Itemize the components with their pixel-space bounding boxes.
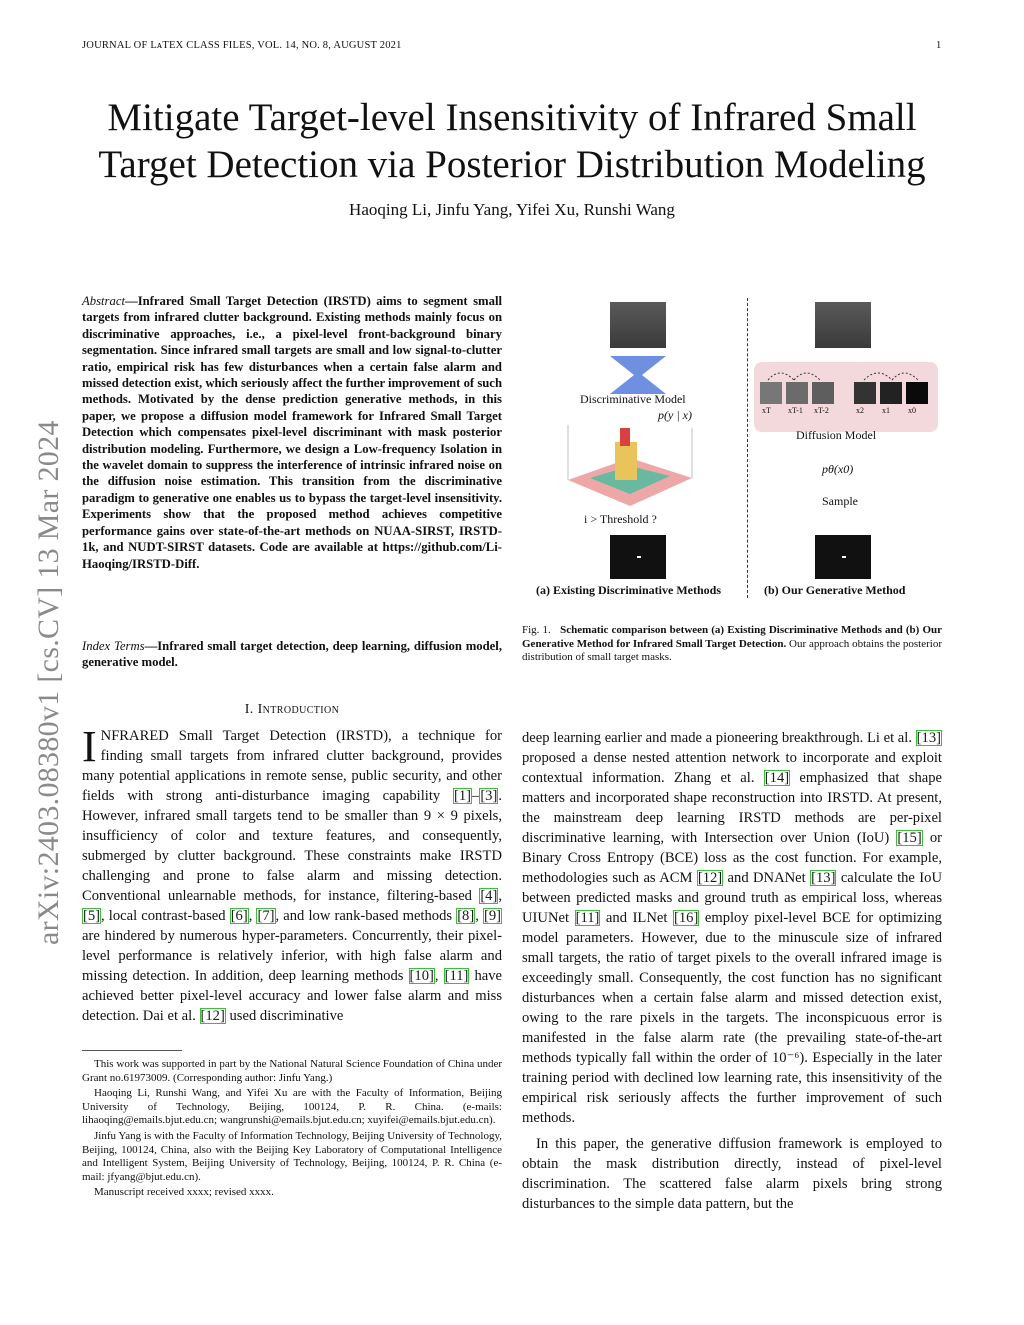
abstract-label: Abstract — [82, 294, 125, 308]
intro-left-column: INFRARED Small Target Detection (IRSTD), a technique for finding small targets from infrared clutter background, provides many potential applications in remote sense, public security, and other fields with strong anti-disturbance imaging capability [1]–[3]. However, infrared small targets tend to be smaller than 9 × 9 pixels, insufficiency of color and texture features, and consequently, submerged by clutter background. These constraints make IRSTD challenging and prone to false alarm and missing detection. Conventional unlearnable methods, for instance, filtering-based [4], [5], local contrast-based [6], [7], and low rank-based methods [8], [9] are hindered by numerous hyper-parameters. Concurrently, their pixel-level performance is relatively inferior, with high false alarm and missing detection. In addition, deep learning methods [10], [11] have achieved better pixel-level accuracy and lower false alarm and miss detection. Dai et al. [12] used discriminative — [82, 722, 502, 1024]
likelihood-label: p(y | x) — [658, 408, 692, 422]
predicted-mask — [610, 535, 666, 579]
index-terms — [82, 638, 502, 671]
arxiv-stamp: arXiv:2403.08380v1 [cs.CV] 13 Mar 2024 — [32, 420, 65, 945]
discriminative-model-label: Discriminative Model — [580, 392, 686, 406]
citation-link[interactable]: [16] — [673, 910, 699, 926]
sample-label: Sample — [822, 494, 858, 508]
footnote-affiliation-2: Jinfu Yang is with the Faculty of Information Technology, Beijing University of Technology, Beijing, 100124, China, also with the Beijing Key Laboratory of Computational Intelligence and Intelligent System, Beijing University of Technology, Beijing, 100124, P. R. China (e-mail: jfyang@bjut.edu.cn). — [82, 1129, 502, 1183]
left-subcaption: (a) Existing Discriminative Methods — [536, 583, 721, 597]
citation-link[interactable]: [11] — [444, 968, 469, 984]
footnote-funding: This work was supported in part by the National Natural Science Foundation of China under Grant no.61973009. (Corresponding author: Jinfu Yang.) — [82, 1058, 502, 1084]
index-terms-label: Index Terms — [82, 639, 145, 653]
citation-link[interactable]: [8] — [457, 908, 475, 924]
chain-frame — [760, 382, 782, 404]
citation-link[interactable]: [12] — [200, 1008, 225, 1024]
citation-link[interactable]: [14] — [764, 770, 790, 786]
input-infrared-image-right — [815, 302, 871, 348]
citation-link[interactable]: [15] — [897, 830, 922, 846]
abstract — [82, 293, 502, 572]
chain-label: x1 — [882, 406, 890, 415]
chain-arrows — [754, 364, 938, 384]
chain-frame — [812, 382, 834, 404]
chain-label: x2 — [856, 406, 864, 415]
diffusion-model-label: Diffusion Model — [796, 428, 877, 442]
chain-frame — [880, 382, 902, 404]
citation-link[interactable]: [12] — [697, 870, 723, 886]
index-terms-text: —Infrared small target detection, deep learning, diffusion model, generative model. — [82, 639, 502, 670]
generated-mask — [815, 535, 871, 579]
paper-title: Mitigate Target-level Insensitivity of Infrared Small Target Detection via Posterior Distribution Modeling — [98, 96, 926, 186]
citation-link[interactable]: [1] — [453, 788, 472, 804]
threshold-label: i > Threshold ? — [584, 512, 657, 526]
dropcap: I — [82, 722, 97, 771]
chain-label: xT — [762, 406, 771, 415]
right-subcaption: (b) Our Generative Method — [764, 583, 906, 597]
chain-frame — [854, 382, 876, 404]
figure-divider — [747, 298, 748, 598]
running-header: JOURNAL OF LᴀTEX CLASS FILES, VOL. 14, NO. 8, AUGUST 2021 — [82, 40, 402, 51]
citation-link[interactable]: [9] — [483, 908, 502, 924]
chain-label: x0 — [908, 406, 916, 415]
footnote-manuscript: Manuscript received xxxx; revised xxxx. — [94, 1186, 274, 1199]
citation-link[interactable]: [13] — [811, 870, 836, 886]
encoder-decoder-icon — [608, 354, 668, 396]
citation-link[interactable]: [10] — [409, 968, 434, 984]
footnote-rule — [82, 1050, 182, 1051]
input-infrared-image — [610, 302, 666, 348]
figure-caption: Fig. 1. Schematic comparison between (a) Existing Discriminative Methods and (b) Our Generative Method for Infrared Small Target Detection. Our approach obtains the posterior distribution of small target masks. — [522, 624, 943, 664]
page-number: 1 — [936, 40, 942, 51]
citation-link[interactable]: [13] — [916, 730, 941, 746]
citation-link[interactable]: [5] — [83, 908, 101, 924]
abstract-text: —Infrared Small Target Detection (IRSTD) aims to segment small targets from infrared clutter background. Existing methods mainly focus on discriminative approaches, i.e., a pixel-level front-background binary segmentation. Since infrared small targets are small and low signal-to-clutter ratio, empirical risk has few disturbances when a certain false alarm and missed detection exist, which seriously affect the further improvement of such methods. Motivated by the dense prediction generative methods, in this paper, we propose a diffusion model framework for Infrared Small Target Detection which compensates pixel-level discriminant with mask posterior distribution modeling. Furthermore, we design a Low-frequency Isolation in the wavelet domain to suppress the interference of intrinsic infrared noise on the diffusion noise estimation. This transition from the discriminative paradigm to generative one enables us to bypass the target-level insensitivity. Experiments show that the proposed method achieves competitive performance gains over state-of-the-art methods on NUAA-SIRST, IRSTD-1k, and NUDT-SIRST datasets. Code are available at https://github.com/Li-Haoqing/IRSTD-Diff. — [82, 294, 502, 571]
citation-link[interactable]: [6] — [230, 908, 248, 924]
citation-link[interactable]: [7] — [257, 908, 275, 924]
paragraph: In this paper, the generative diffusion framework is employed to obtain the mask distribution directly, instead of pixel-level discrimination. The scattered false alarm pixels bring strong disturbances to the simple data pattern, but the — [522, 1136, 942, 1212]
section-heading: I. Introduction — [244, 702, 340, 717]
diffusion-chain-panel — [754, 362, 938, 432]
chain-frame — [906, 382, 928, 404]
intro-right-column: deep learning earlier and made a pioneering breakthrough. Li et al. [13] proposed a dense nested attention network to incorporate and exploit contextual information. Zhang et al. [14] emphasized that shape matters and incorporated shape reconstruction into IRSTD. At present, the mainstream deep learning IRSTD methods are per-pixel discriminative learning, with Intersection over Union (IoU) [15] or Binary Cross Entropy (BCE) loss as the cost function. For example, methodologies such as ACM [12] and DNANet [13] calculate the IoU between predicted masks and ground truth as empirical loss, whereas UIUNet [11] and ILNet [16] employ pixel-level BCE for optimizing model parameters. However, due to the minuscule size of infrared small targets, the ratio of target pixels to the overall infrared image is exceedingly small. Consequently, the cost function has no significant disturbances when a certain false alarm and missed detection exist, owing to the rare pixels in the targets. The inconspicuous error is manifested in the false alarm rate (the prevailing state-of-the-art methods typically fall within the order of 10⁻⁶). Especially in the later training period with declined low learning rate, this insensitivity of the empirical risk seriously affects the further improvement of such methods. In this paper, the generative diffusion framework is employed to obtain the mask distribution directly, instead of pixel-level discrimination. The scattered false alarm pixels bring strong disturbances to the simple data pattern, but the — [522, 730, 942, 1212]
footnotes — [82, 1058, 502, 1202]
footnote-affiliation-1: Haoqing Li, Runshi Wang, and Yifei Xu are with the Faculty of Information, Beijing University of Technology, Beijing, 100124, P. R. China. (e-mails: lihaoqing@emails.bjut.edu.cn; wangrunshi@emails.bjut.edu.cn; xuyifei@emails.bjut.edu.cn). — [82, 1087, 502, 1127]
paper-authors: Haoqing Li, Jinfu Yang, Yifei Xu, Runshi Wang — [349, 200, 675, 219]
chain-frame — [786, 382, 808, 404]
posterior-label: pθ(x0) — [822, 462, 854, 476]
chain-label: xT-2 — [814, 406, 829, 415]
chain-label: xT-1 — [788, 406, 803, 415]
citation-link[interactable]: [11] — [575, 910, 600, 926]
probability-surface-plot — [560, 420, 700, 515]
citation-link[interactable]: [4] — [480, 888, 498, 904]
citation-link[interactable]: [3] — [480, 788, 498, 804]
